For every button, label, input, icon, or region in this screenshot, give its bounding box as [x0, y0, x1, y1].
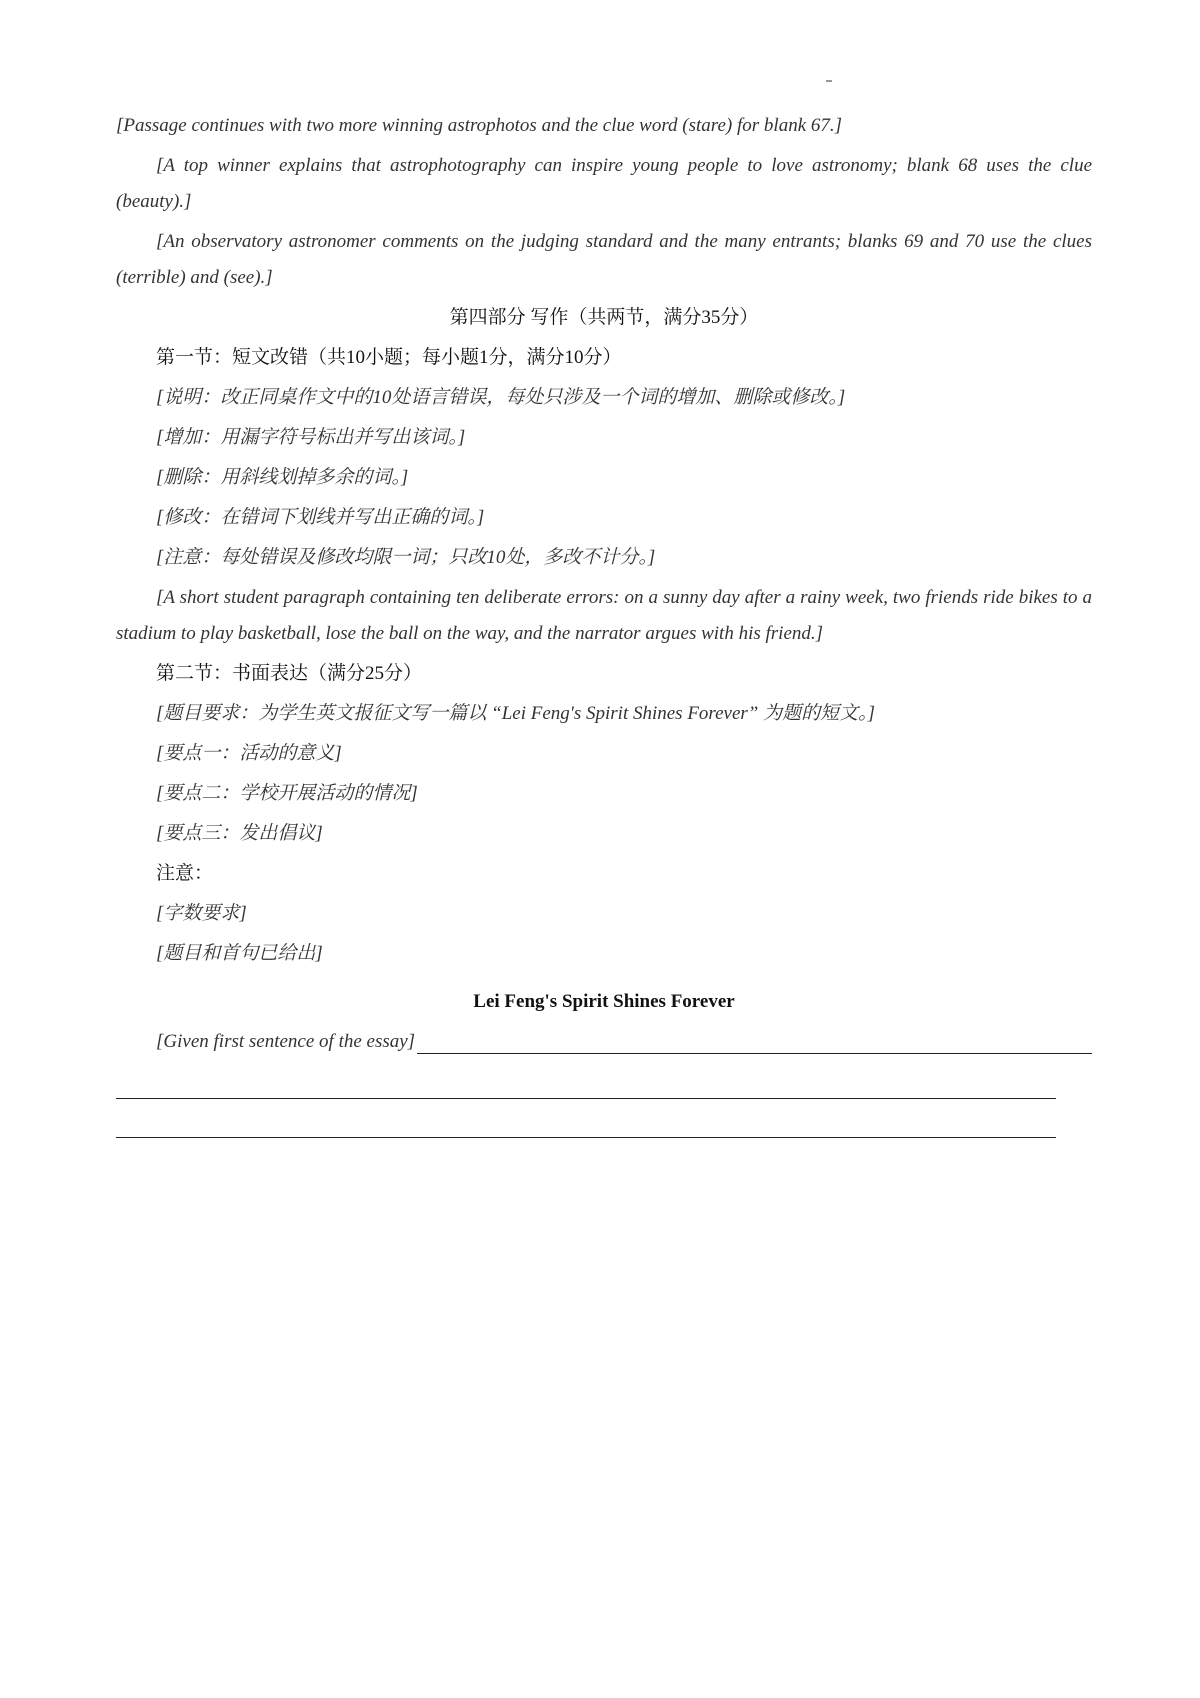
answer-line-3[interactable]	[116, 1099, 1056, 1138]
rule-modify: [修改：在错词下划线并写出正确的词。]	[156, 507, 485, 528]
content-point-1: [要点一：活动的意义]	[156, 743, 342, 764]
content-point-2: [要点二：学校开展活动的情况]	[156, 783, 418, 804]
answer-line-2[interactable]	[116, 1060, 1056, 1099]
essay-title: Lei Feng's Spirit Shines Forever	[473, 991, 735, 1012]
section4-heading: 第四部分 写作（共两节，满分35分）	[449, 307, 759, 328]
part2-title: 第二节：书面表达（满分25分）	[156, 663, 423, 684]
essay-first-line	[116, 1024, 1092, 1060]
passage-paragraph-3: [An observatory astronomer comments on the judging standard and the many entrants; blanks 69 and 70 use the clues (terrible) and (see).]	[116, 231, 1092, 288]
notes-label: 注意：	[156, 863, 214, 884]
part1-title: 第一节：短文改错（共10小题；每小题1分，满分10分）	[156, 347, 622, 368]
content-point-3: [要点三：发出倡议]	[156, 823, 323, 844]
essay-first-sentence: [Given first sentence of the essay]	[156, 1031, 416, 1052]
writing-note-1: [字数要求]	[156, 903, 247, 924]
page-mark	[826, 80, 832, 82]
rule-add: [增加：用漏字符号标出并写出该词。]	[156, 427, 466, 448]
document-page	[116, 108, 1092, 1138]
passage-paragraph-2: [A top winner explains that astrophotography can inspire young people to love astronomy; blank 68 uses the clue (beauty).]	[116, 155, 1092, 212]
passage-paragraph-1: [Passage continues with two more winning astrophotos and the clue word (stare) for blank 67.]	[116, 115, 843, 136]
answer-blank-first[interactable]	[417, 1029, 1092, 1054]
part1-instructions: [说明：改正同桌作文中的10处语言错误，每处只涉及一个词的增加、删除或修改。]	[156, 387, 846, 408]
correction-essay: [A short student paragraph containing ten deliberate errors: on a sunny day after a rainy week, two friends ride bikes to a stadium to play basketball, lose the ball on the way, and the narrator argues with his friend.]	[116, 587, 1092, 644]
rule-delete: [删除：用斜线划掉多余的词。]	[156, 467, 409, 488]
writing-note-2: [题目和首句已给出]	[156, 943, 323, 964]
note-1: [注意：每处错误及修改均限一词；只改10处，多改不计分。]	[156, 547, 656, 568]
part2-prompt: [题目要求：为学生英文报征文写一篇以 “Lei Feng's Spirit Shines Forever” 为题的短文。]	[156, 703, 876, 724]
